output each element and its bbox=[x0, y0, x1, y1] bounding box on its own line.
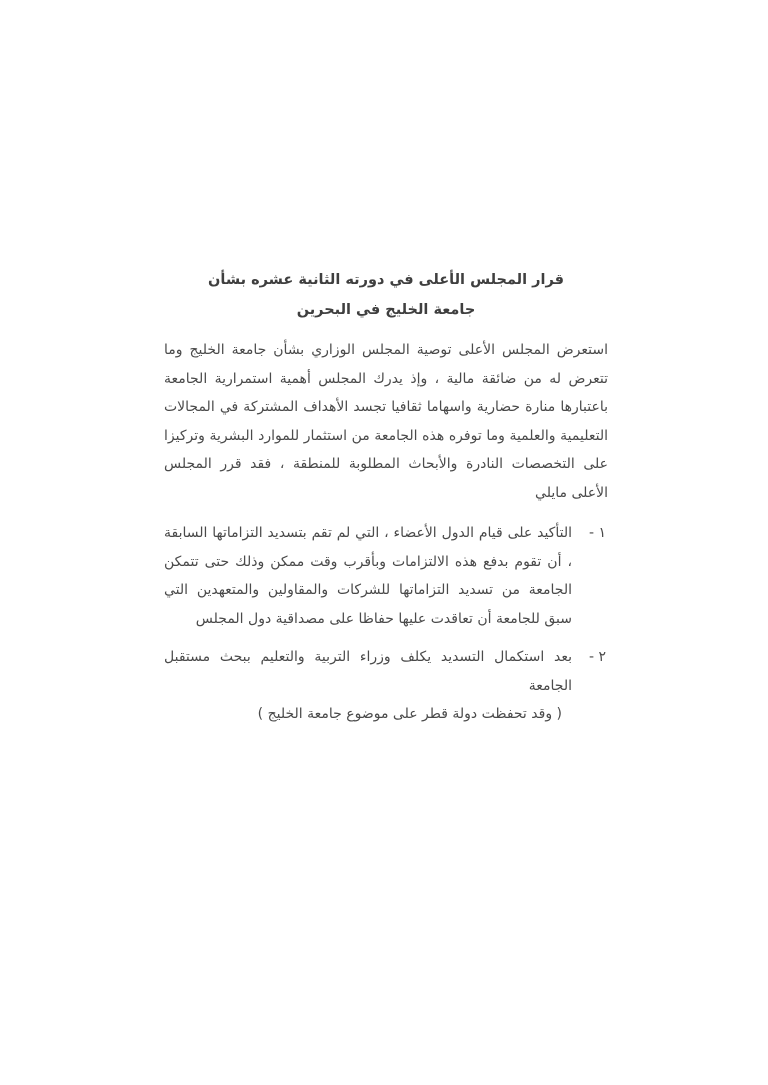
item-1-text: التأكيد على قيام الدول الأعضاء ، التي لم تقم بتسديد التزاماتها السابقة ، أن تقوم بدفع هذه الالتزامات وبأقرب وقت ممكن وذلك حتى تتمكن الجامعة من تسديد التزاماتها للشركات والمقاولين والمتعهدين التي سبق للجامعة أن تعاقدت عليها حفاظا على مصداقية دول المجلس bbox=[164, 525, 572, 627]
item-1-body bbox=[164, 519, 572, 633]
resolution-item-2 bbox=[164, 643, 608, 729]
intro-paragraph: استعرض المجلس الأعلى توصية المجلس الوزاري بشأن جامعة الخليج وما تتعرض له من ضائقة مالية ، وإذ يدرك المجلس أهمية استمرارية الجامعة باعتبارها منارة حضارية واسهاما ثقافيا تجسد الأهداف المشتركة في المجالات التعليمية والعلمية وما توفره هذه الجامعة من استثمار للموارد البشرية وتركيزا على التخصصات النادرة والأبحاث المطلوبة للمنطقة ، فقد قرر المجلس الأعلى مايلي bbox=[164, 342, 608, 501]
item-2-text: بعد استكمال التسديد يكلف وزراء التربية والتعليم ببحث مستقبل الجامعة bbox=[164, 649, 572, 694]
resolution-item-1 bbox=[164, 519, 608, 633]
item-2-note: ( وقد تحفظت دولة قطر على موضوع جامعة الخليج ) bbox=[257, 706, 562, 722]
item-2-marker: ٢ - bbox=[588, 649, 606, 665]
document-title-line-1: قرار المجلس الأعلى في دورته الثانية عشره بشأن bbox=[208, 272, 564, 288]
item-2-body bbox=[164, 643, 572, 729]
document-title-line-2: جامعة الخليج في البحرين bbox=[296, 302, 476, 318]
document-content bbox=[164, 272, 608, 729]
item-1-marker: ١ - bbox=[588, 525, 606, 541]
